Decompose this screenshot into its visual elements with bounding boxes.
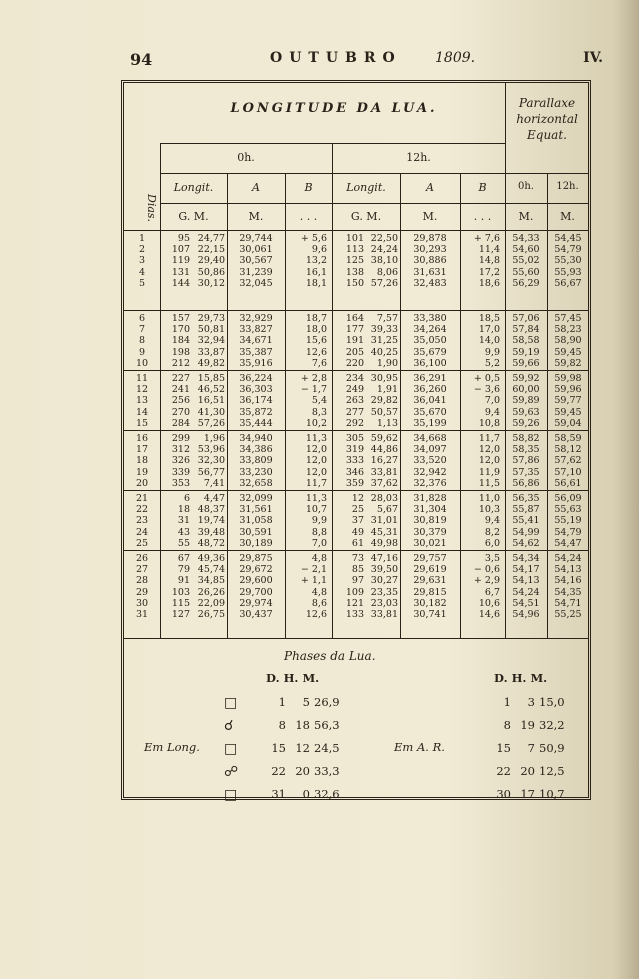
- table-cell-block: 11,3 10,7 9,9 8,8 7,0: [305, 493, 327, 549]
- phase-right-m: 15,0: [539, 695, 565, 709]
- table-cell-block: 47,16 39,50 30,27 23,35 23,03 33,81: [370, 553, 398, 621]
- table-cell-block: 7,57 39,33 31,25 40,25 1,90: [370, 313, 398, 369]
- phase-left-d: 8: [278, 718, 286, 732]
- moon-longitude-table: [124, 83, 588, 638]
- table-cell-block: 73 85 97 109 121 133: [345, 553, 364, 621]
- table-cell-block: 24,77 22,15 29,40 50,86 30,12: [197, 233, 225, 289]
- phase-left-h: 18: [295, 718, 310, 732]
- table-cell-block: 12 25 37 49 61: [351, 493, 364, 549]
- table-cell-block: 11,3 12,0 12,0 12,0 11,7: [305, 433, 327, 489]
- unit-m-p0: M.: [518, 210, 534, 223]
- phase-left-d: 31: [271, 787, 286, 801]
- parallax-header: Parallaxe horizontal Equat.: [516, 96, 578, 142]
- table-cell-block: 32,099 31,561 31,058 30,591 30,189: [239, 493, 273, 549]
- table-cell-block: 59,92 60,00 59,89 59,63 59,26: [512, 373, 540, 429]
- phase-symbol: □: [224, 741, 238, 757]
- table-cell-block: 11 12 13 14 15: [135, 373, 149, 429]
- days-header: Dias.: [145, 193, 158, 223]
- table-cell-block: 4,47 48,37 19,74 39,48 48,72: [197, 493, 225, 549]
- phases-dhm-left: D. H. M.: [266, 671, 320, 685]
- table-cell-block: 32,929 33,827 34,671 35,387 35,916: [239, 313, 273, 369]
- phase-symbol: ☍: [224, 764, 239, 780]
- phases-title: Phases da Lua.: [284, 649, 376, 663]
- table-cell-block: 29,875 29,672 29,600 29,700 29,974 30,437: [239, 553, 273, 621]
- phase-right-d: 15: [496, 741, 511, 755]
- phase-left-h: 0: [302, 787, 310, 801]
- table-cell-block: 11,0 10,3 9,4 8,2 6,0: [478, 493, 500, 549]
- phases-dhm-right: D. H. M.: [494, 671, 548, 685]
- table-cell-block: 29,744 30,061 30,567 31,239 32,045: [239, 233, 273, 289]
- table-cell-block: 59,98 59,96 59,77 59,45 59,04: [554, 373, 582, 429]
- table-cell-block: 58,59 58,12 57,62 57,10 56,61: [554, 433, 582, 489]
- table-cell-block: 56,35 55,87 55,41 54,99 54,62: [512, 493, 540, 549]
- year: 1809.: [435, 50, 476, 66]
- col-b-12: B: [478, 181, 487, 194]
- phase-left-m: 56,3: [314, 718, 340, 732]
- table-cell-block: 58,82 58,35 57,86 57,35 56,86: [512, 433, 540, 489]
- phase-right-h: 19: [520, 718, 535, 732]
- phase-right-m: 32,2: [539, 718, 565, 732]
- page-number: 94: [130, 50, 153, 69]
- table-cell-block: 49,36 45,74 34,85 26,26 22,09 26,75: [197, 553, 225, 621]
- table-cell-block: 54,45 54,79 55,30 55,93 56,67: [554, 233, 582, 289]
- table-cell-block: 56,09 55,63 55,19 54,79 54,47: [554, 493, 582, 549]
- table-cell-block: 18,5 17,0 14,0 9,9 5,2: [478, 313, 500, 369]
- phase-left-d: 1: [278, 695, 286, 709]
- col-longit-12: Longit.: [346, 181, 386, 194]
- table-cell-block: 30,95 1,91 29,82 50,57 1,13: [370, 373, 398, 429]
- col-b-0: B: [304, 181, 313, 194]
- table-cell-block: 15,85 46,52 16,51 41,30 57,26: [197, 373, 225, 429]
- table-cell-block: 305 319 333 346 359: [345, 433, 364, 489]
- table-cell-block: 57,06 57,84 58,58 59,19 59,66: [512, 313, 540, 369]
- running-header: [130, 50, 609, 74]
- table-cell-block: 95 107 119 131 144: [171, 233, 190, 289]
- table-cell-block: 36,224 36,303 36,174 35,872 35,444: [239, 373, 273, 429]
- phase-symbol: ☌: [224, 718, 234, 734]
- phase-right-h: 20: [520, 764, 535, 778]
- table-cell-block: 234 249 263 277 292: [345, 373, 364, 429]
- table-cell-block: 21 22 23 24 25: [135, 493, 149, 549]
- month-title: OUTUBRO: [270, 50, 402, 66]
- hour-12-header: 12h.: [406, 151, 431, 164]
- phase-right-m: 50,9: [539, 741, 565, 755]
- unit-m-a12: M.: [422, 210, 438, 223]
- unit-m-p12: M.: [560, 210, 575, 223]
- table-cell-block: 28,03 5,67 31,01 45,31 49,98: [370, 493, 398, 549]
- col-par-12: 12h.: [556, 181, 579, 192]
- table-cell-block: 22,50 24,24 38,10 8,06 57,26: [370, 233, 398, 289]
- table-cell-block: 36,291 36,260 36,041 35,670 35,199: [413, 373, 447, 429]
- phase-right-m: 10,7: [539, 787, 565, 801]
- ephemeris-frame: [121, 80, 591, 803]
- unit-dots-b0: . . .: [299, 210, 318, 223]
- phase-left-m: 33,3: [314, 764, 340, 778]
- table-cell-block: + 2,8 − 1,7 5,4 8,3 10,2: [300, 373, 327, 429]
- table-cell-block: 34,668 34,097 33,520 32,942 32,376: [413, 433, 447, 489]
- table-cell-block: 34,940 34,386 33,809 33,230 32,658: [239, 433, 273, 489]
- table-cell-block: 1,96 53,96 32,30 56,77 7,41: [197, 433, 225, 489]
- phase-left-m: 26,9: [314, 695, 340, 709]
- phase-right-h: 17: [520, 787, 535, 801]
- col-a-0: A: [252, 181, 260, 194]
- table-cell-block: 54,34 54,17 54,13 54,24 54,51 54,96: [512, 553, 540, 621]
- phase-left-m: 24,5: [314, 741, 340, 755]
- table-cell-block: 227 241 256 270 284: [171, 373, 190, 429]
- phase-right-m: 12,5: [539, 764, 565, 778]
- unit-m-a0: M.: [248, 210, 264, 223]
- table-cell-block: 31,828 31,304 30,819 30,379 30,021: [413, 493, 447, 549]
- unit-dots-b12: . . .: [473, 210, 492, 223]
- phase-left-h: 12: [295, 741, 310, 755]
- phase-right-d: 30: [496, 787, 511, 801]
- phase-right-h: 3: [527, 695, 535, 709]
- table-cell-block: + 7,6 11,4 14,8 17,2 18,6: [473, 233, 500, 289]
- table-cell-block: 54,24 54,13 54,16 54,35 54,71 55,25: [554, 553, 582, 621]
- table-cell-block: 16 17 18 19 20: [135, 433, 149, 489]
- table-cell-block: 3,5 − 0,6 + 2,9 6,7 10,6 14,6: [473, 553, 500, 621]
- table-cell-block: 54,33 54,60 55,02 55,60 56,29: [512, 233, 540, 289]
- phase-right-d: 22: [496, 764, 511, 778]
- volume-number: IV.: [583, 50, 603, 66]
- table-cell-block: 29,757 29,619 29,631 29,815 30,182 30,741: [413, 553, 447, 621]
- table-cell-block: 101 113 125 138 150: [345, 233, 364, 289]
- table-cell-block: 18,7 18,0 15,6 12,6 7,6: [305, 313, 327, 369]
- hour-0-header: 0h.: [237, 151, 255, 164]
- table-cell-block: 1 2 3 4 5: [138, 233, 146, 289]
- table-cell-block: 6 18 31 43 55: [177, 493, 190, 549]
- table-cell-block: 33,380 34,264 35,050 35,679 36,100: [413, 313, 447, 369]
- phase-symbol: □: [224, 695, 238, 711]
- col-a-12: A: [426, 181, 434, 194]
- table-cell-block: 26 27 28 29 30 31: [135, 553, 149, 621]
- moon-phases: [124, 638, 588, 801]
- phase-left-m: 32,6: [314, 787, 340, 801]
- unit-gm-12: G. M.: [350, 210, 382, 223]
- em-long-label: Em Long.: [144, 740, 200, 754]
- table-cell-block: + 5,6 9,6 13,2 16,1 18,1: [300, 233, 327, 289]
- phase-symbol: □: [224, 787, 238, 803]
- table-cell-block: 4,8 − 2,1 + 1,1 4,8 8,6 12,6: [300, 553, 327, 621]
- phase-right-d: 1: [503, 695, 511, 709]
- phase-left-d: 22: [271, 764, 286, 778]
- table-cell-block: 59,62 44,86 16,27 33,81 37,62: [370, 433, 398, 489]
- table-cell-block: 11,7 12,0 12,0 11,9 11,5: [478, 433, 500, 489]
- table-cell-block: 29,73 50,81 32,94 33,87 49,82: [197, 313, 225, 369]
- table-cell-block: 57,45 58,23 58,90 59,45 59,82: [554, 313, 582, 369]
- table-cell-block: 164 177 191 205 220: [345, 313, 364, 369]
- unit-gm-0: G. M.: [178, 210, 209, 223]
- phase-right-d: 8: [503, 718, 511, 732]
- col-par-0: 0h.: [518, 181, 534, 192]
- em-ar-label: Em A. R.: [394, 740, 445, 754]
- table-title: LONGITUDE DA LUA.: [230, 101, 438, 116]
- table-cell-block: 29,878 30,293 30,886 31,631 32,483: [413, 233, 447, 289]
- table-cell-block: 67 79 91 103 115 127: [171, 553, 190, 621]
- phase-left-h: 5: [302, 695, 310, 709]
- table-cell-block: 299 312 326 339 353: [171, 433, 190, 489]
- phase-right-h: 7: [527, 741, 535, 755]
- table-cell-block: 6 7 8 9 10: [135, 313, 149, 369]
- phase-left-h: 20: [295, 764, 310, 778]
- table-cell-block: 157 170 184 198 212: [171, 313, 190, 369]
- table-cell-block: + 0,5 − 3,6 7,0 9,4 10,8: [473, 373, 500, 429]
- phase-left-d: 15: [271, 741, 286, 755]
- col-longit-0: Longit.: [173, 181, 214, 194]
